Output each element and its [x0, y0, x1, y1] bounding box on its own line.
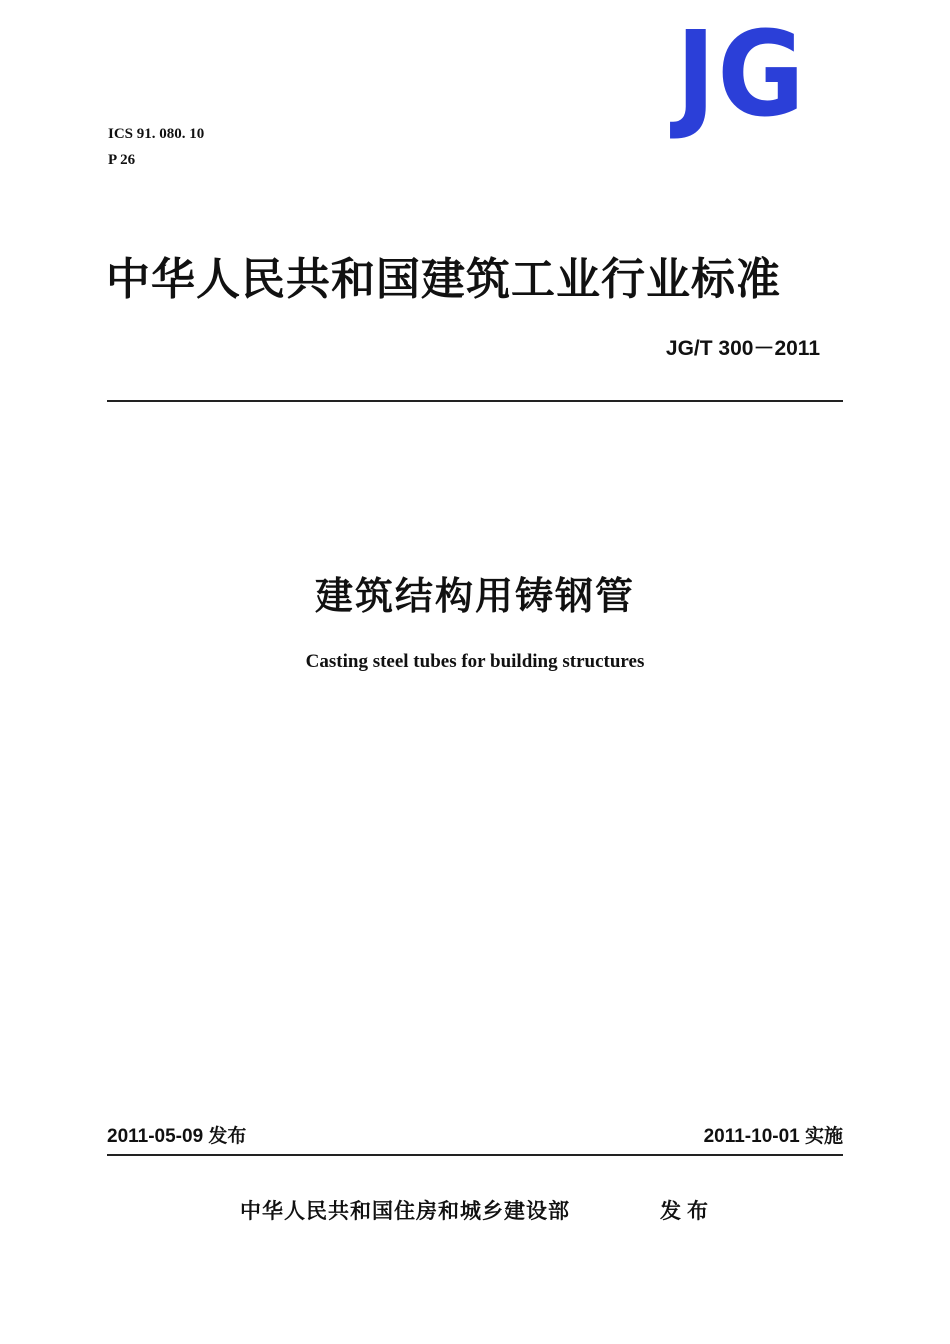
top-divider: [107, 400, 843, 402]
standard-number: JG/T 300－2011: [665, 337, 820, 360]
implementation-date: 2011-10-01 实施: [703, 1126, 843, 1147]
document-title-chinese: 建筑结构用铸钢管: [314, 574, 635, 618]
bottom-divider: [107, 1154, 843, 1156]
standard-category-title: 中华人民共和国建筑工业行业标准: [106, 254, 781, 305]
ics-code: ICS 91. 080. 10: [108, 126, 205, 142]
ccs-code: P 26: [108, 152, 136, 168]
jg-logo: JG: [676, 5, 807, 143]
issue-date: 2011-05-09 发布: [107, 1126, 247, 1147]
issuing-action: 发布: [660, 1199, 714, 1223]
issuing-authority: 中华人民共和国住房和城乡建设部: [240, 1199, 570, 1223]
document-title-english: Casting steel tubes for building structures: [305, 651, 645, 672]
